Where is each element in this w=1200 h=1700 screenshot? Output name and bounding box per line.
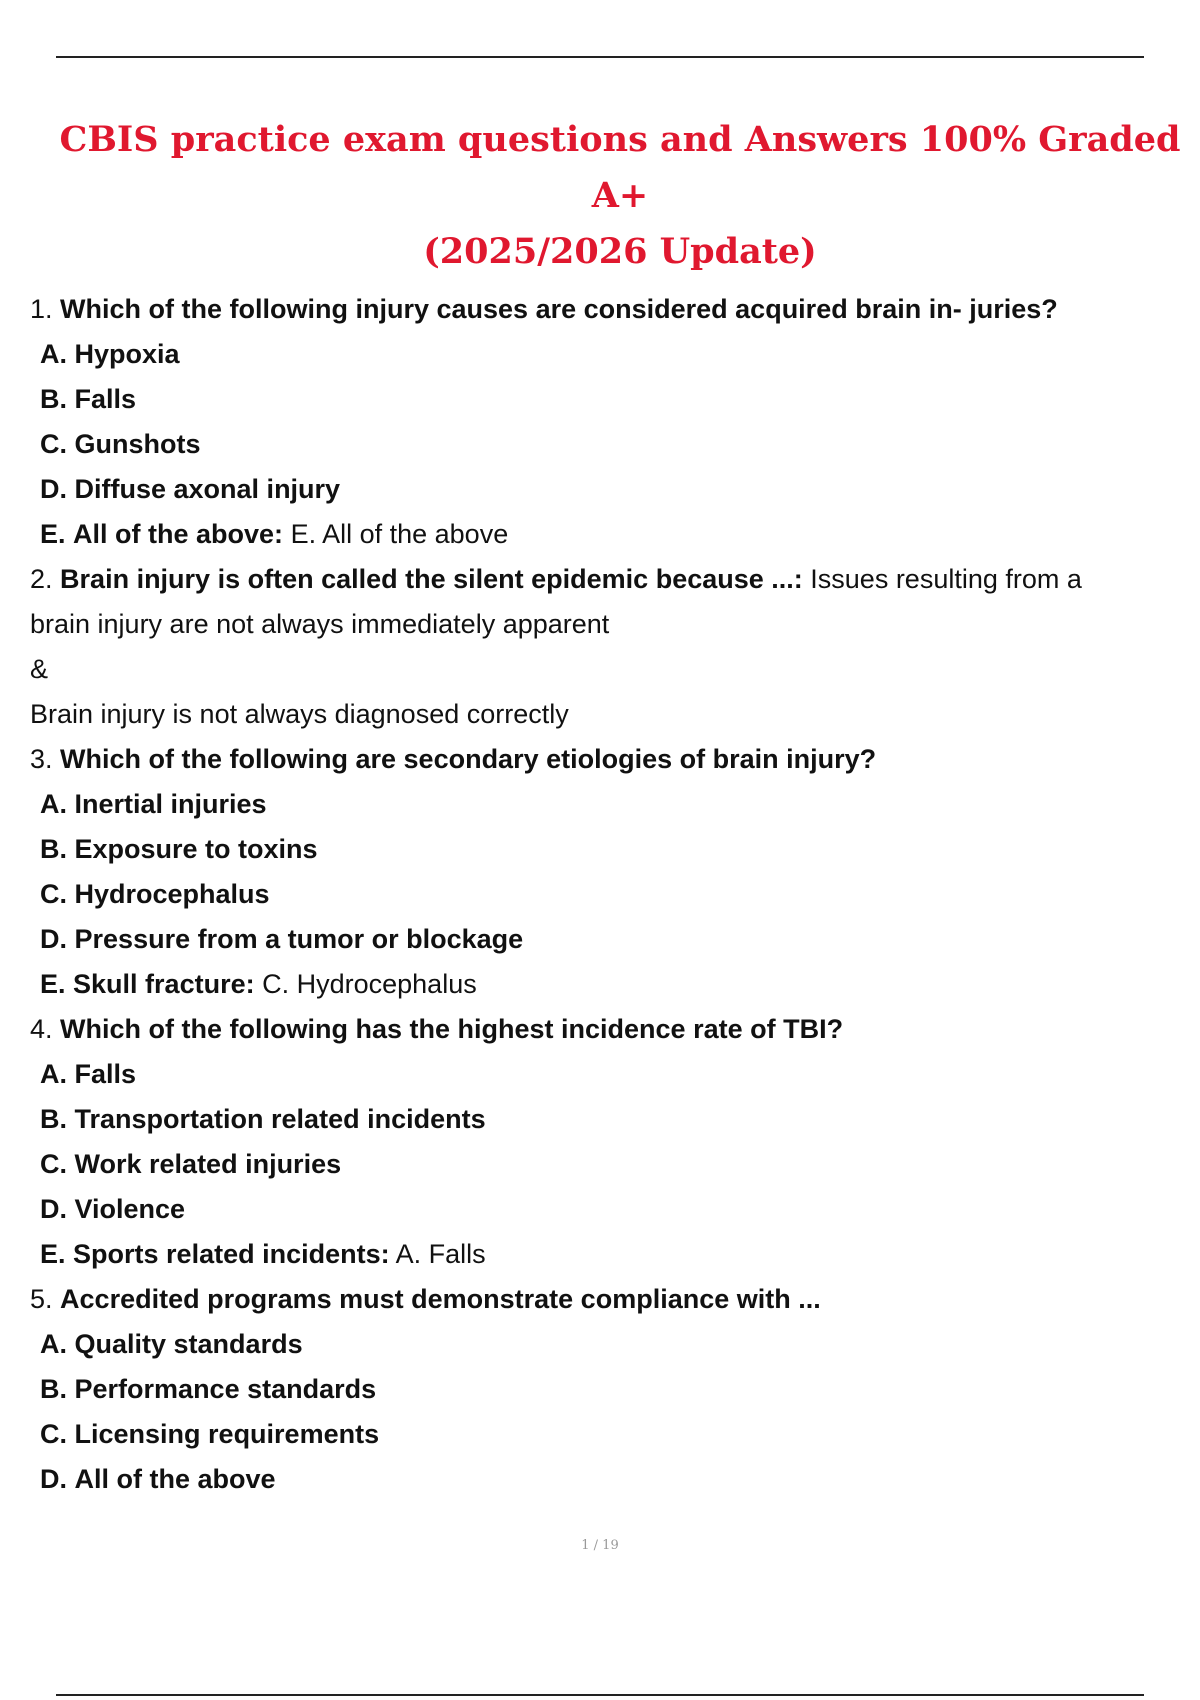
option-b: B. Transportation related incidents	[40, 1104, 486, 1134]
question-4	[30, 1007, 1150, 1052]
question-5	[30, 1277, 1150, 1322]
title-line-2: (2025/2026 Update)	[423, 231, 817, 272]
option-b: B. Exposure to toxins	[40, 834, 318, 864]
option-e: E. All of the above: E. All of the above	[40, 519, 509, 549]
option-b: B. Performance standards	[40, 1374, 377, 1404]
option-e: E. Sports related incidents: A. Falls	[40, 1239, 486, 1269]
top-rule	[56, 56, 1144, 58]
option-a: A. Hypoxia	[40, 339, 180, 369]
option-c: C. Gunshots	[40, 429, 201, 459]
question-number: 3.	[30, 744, 53, 774]
question-1	[30, 287, 1150, 332]
question-text: Which of the following are secondary etiologies of brain injury?	[60, 744, 877, 774]
option-d: D. Violence	[40, 1194, 186, 1224]
question-text: Which of the following injury causes are considered acquired brain in- juries?	[60, 294, 1058, 324]
answer-text: C. Hydrocephalus	[262, 969, 477, 999]
answer-line: brain injury are not always immediately apparent	[30, 609, 610, 639]
option-d: D. Diffuse axonal injury	[40, 474, 341, 504]
option-a: A. Inertial injuries	[40, 789, 267, 819]
option-d: D. All of the above	[40, 1464, 276, 1494]
question-number: 5.	[30, 1284, 53, 1314]
question-number: 2.	[30, 564, 53, 594]
question-list	[30, 287, 1150, 1502]
question-text: Brain injury is often called the silent epidemic because ...:	[60, 564, 803, 594]
bottom-rule	[56, 1694, 1144, 1696]
answer-line: Brain injury is not always diagnosed correctly	[30, 699, 569, 729]
question-3	[30, 737, 1150, 782]
question-text: Which of the following has the highest incidence rate of TBI?	[60, 1014, 844, 1044]
option-a: A. Quality standards	[40, 1329, 303, 1359]
page-title	[40, 112, 1200, 280]
option-c: C. Work related injuries	[40, 1149, 342, 1179]
page-number: 1 / 19	[581, 1538, 619, 1553]
option-e: E. Skull fracture: C. Hydrocephalus	[40, 969, 477, 999]
answer-line: &	[30, 654, 49, 684]
answer-text: A. Falls	[395, 1239, 486, 1269]
option-c: C. Hydrocephalus	[40, 879, 270, 909]
option-a: A. Falls	[40, 1059, 137, 1089]
option-d: D. Pressure from a tumor or blockage	[40, 924, 524, 954]
question-2	[30, 557, 1150, 602]
answer-text: E. All of the above	[290, 519, 509, 549]
option-b: B. Falls	[40, 384, 137, 414]
title-line-1: CBIS practice exam questions and Answers 100% Graded A+	[59, 119, 1181, 216]
question-number: 1.	[30, 294, 53, 324]
question-number: 4.	[30, 1014, 53, 1044]
question-text: Accredited programs must demonstrate compliance with ...	[60, 1284, 821, 1314]
answer-text: Issues resulting from a	[810, 564, 1082, 594]
option-c: C. Licensing requirements	[40, 1419, 380, 1449]
